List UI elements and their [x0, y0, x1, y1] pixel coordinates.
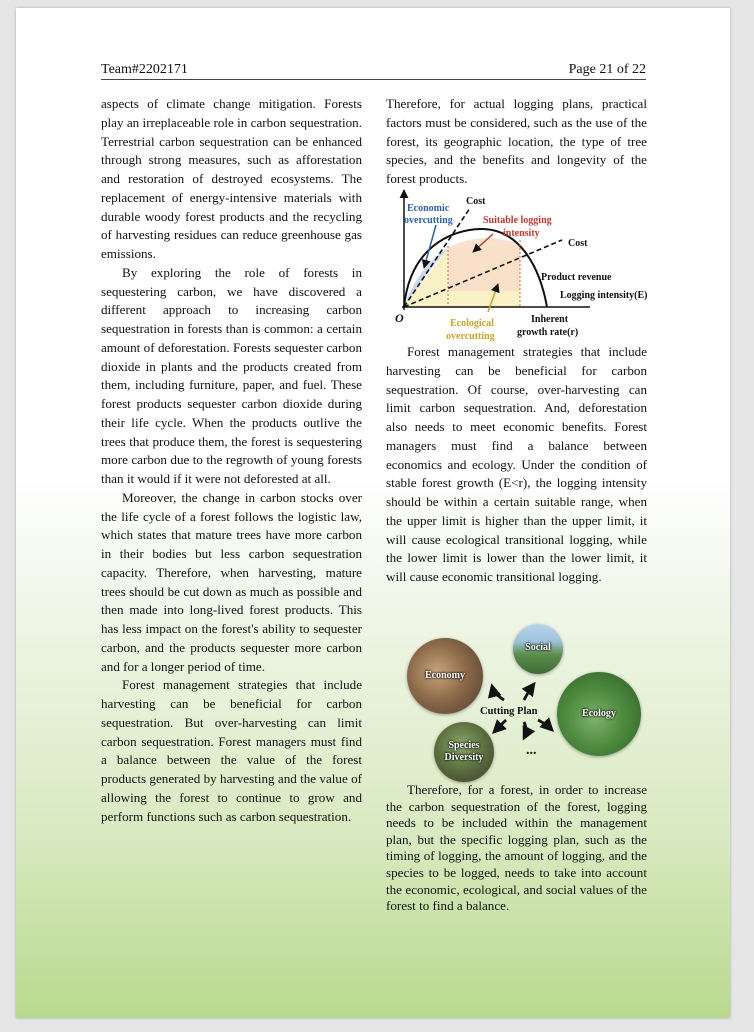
cost-label-right: Cost — [568, 238, 588, 249]
more-label: ... — [526, 743, 537, 758]
ecological-label-1: Ecological — [450, 318, 494, 329]
arrow-economy — [492, 686, 504, 700]
cutting-plan-label: Cutting Plan — [480, 706, 538, 717]
paragraph: Forest management strategies that include harvesting can be beneficial for carbon sequestration. But over-harvesting can limit carbon sequestration. Forest managers must find a balance between the value of the forest products generated by harvesting and the value of allowing the forest to continue to grow and perform functions such as carbon sequestration. — [101, 677, 362, 824]
species-label-1: Species — [448, 740, 480, 751]
species-label-2: Diversity — [444, 752, 484, 763]
cutting-plan-figure — [400, 624, 650, 784]
paragraph: By exploring the role of forests in sequestering carbon, we have discovered a different approach to increasing carbon sequestration in forests than is common: a certain amount of deforestation. Forests sequester carbon dioxide in plants and the products created from them, including furniture, paper, and fuel. These forest products sequester carbon dioxide during their life cycle. When the products outlive the trees that produce them, the forest is sequestering more carbon due to the regrowth of young forests than it would if it were not deforested at all. — [101, 264, 362, 486]
economic-label-1: Economic — [407, 203, 450, 214]
logging-intensity-diagram — [390, 188, 670, 346]
ecological-label-2: overcutting — [446, 331, 495, 342]
logging-axis-label: Logging intensity(E) — [560, 290, 648, 301]
left-column — [101, 95, 362, 826]
right-column-intro — [386, 95, 647, 189]
growth-label-2: growth rate(r) — [517, 327, 579, 338]
paragraph: aspects of climate change mitigation. Forests play an irreplaceable role in carbon sequestration. Terrestrial carbon sequestration can be enhanced through strong measures, such as afforestation and restoration of destroyed ecosystems. The replacement of energy-intensive materials with durable woody forest products and the recycling of harvesting residues can reduce greenhouse gas emissions. — [101, 96, 362, 261]
paragraph: Moreover, the change in carbon stocks over the life cycle of a forest follows the logistic law, which states that mature trees have more carbon in their bodies but less carbon sequestration capacity. Therefore, when harvesting, mature trees should be cut down as much as possible and then made into long-lived forest products. This has less impact on the forest's ability to sequester carbon, and the products sequester more carbon and for a longer period of time. — [101, 489, 362, 674]
paragraph: Therefore, for actual logging plans, practical factors must be considered, such as the use of the forest, its geographic location, the type of tree species, and the benefits and longevity of the forest products. — [386, 96, 647, 186]
suitable-label-1: Suitable logging — [483, 215, 552, 226]
arrow-social — [524, 684, 534, 700]
arrow-ecology — [538, 720, 552, 730]
paragraph: Therefore, for a forest, in order to increase the carbon sequestration of the forest, logging needs to be included within the management plan, but the specific logging plan, such as the timing of logging, the amount of logging, and the species to be logged, needs to take into account the economic, ecological, and social values of the forest to find a balance. — [386, 782, 647, 914]
cost-label-top: Cost — [466, 196, 486, 207]
arrow-more — [524, 722, 526, 738]
economy-label: Economy — [425, 670, 465, 681]
team-number: Team#2202171 — [101, 62, 188, 77]
paragraph: Forest management strategies that include harvesting can be beneficial for carbon sequestration. Of course, over-harvesting can limit carbon sequestration. And, deforestation also needs to meet economic benefits. Forest managers must find a balance between economics and ecology. Under the condition of stable forest growth (E<r), the logging intensity should be within a certain suitable range, when the upper limit is higher than the upper limit, it will cause ecological transitional logging, while the lower limit is lower than the lower limit, it will cause economic transitional logging. — [386, 344, 647, 584]
revenue-label: Product revenue — [541, 272, 612, 283]
economic-label-2: overcutting — [404, 215, 453, 226]
right-column-middle — [386, 343, 647, 587]
cutting-plan-arrows — [400, 624, 650, 784]
growth-label-1: Inherent — [531, 314, 569, 325]
suitable-label-2: intensity — [503, 228, 540, 239]
page-header — [101, 62, 646, 80]
origin-label: O — [395, 311, 404, 325]
right-column-conclusion — [386, 782, 647, 915]
social-label: Social — [525, 642, 551, 653]
arrow-species — [494, 720, 506, 732]
page-number: Page 21 of 22 — [568, 62, 646, 77]
ecology-label: Ecology — [582, 708, 616, 719]
